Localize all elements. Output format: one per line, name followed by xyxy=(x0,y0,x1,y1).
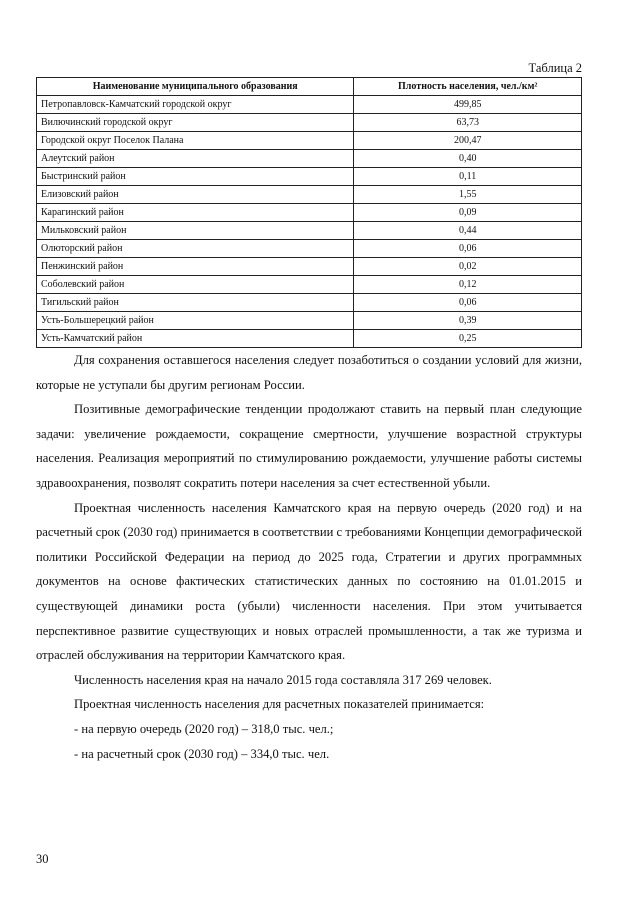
table-row xyxy=(37,132,582,150)
density-cell: 0,40 xyxy=(354,150,582,168)
density-cell: 0,09 xyxy=(354,204,582,222)
density-cell: 0,02 xyxy=(354,258,582,276)
table-row xyxy=(37,330,582,348)
list-item: - на расчетный срок (2030 год) – 334,0 тыс. чел. xyxy=(74,746,330,761)
table-row xyxy=(37,258,582,276)
table-header-row xyxy=(37,78,582,96)
municipality-cell: Городской округ Поселок Палана xyxy=(37,132,354,150)
table-row xyxy=(37,114,582,132)
municipality-cell: Соболевский район xyxy=(37,276,354,294)
municipality-cell: Петропавловск-Камчатский городской округ xyxy=(37,96,354,114)
body-text xyxy=(36,348,582,766)
municipality-cell: Усть-Камчатский район xyxy=(37,330,354,348)
density-table xyxy=(36,77,582,348)
municipality-cell: Усть-Большерецкий район xyxy=(37,312,354,330)
density-cell: 63,73 xyxy=(354,114,582,132)
density-cell: 200,47 xyxy=(354,132,582,150)
table-row xyxy=(37,186,582,204)
paragraph: Проектная численность населения для расчетных показателей принимается: xyxy=(74,697,485,712)
municipality-cell: Елизовский район xyxy=(37,186,354,204)
density-cell: 0,11 xyxy=(354,168,582,186)
municipality-cell: Пенжинский район xyxy=(37,258,354,276)
table-row xyxy=(37,240,582,258)
density-cell: 0,06 xyxy=(354,294,582,312)
table-row xyxy=(37,312,582,330)
column-header-municipality: Наименование муниципального образования xyxy=(37,78,354,96)
density-cell: 0,44 xyxy=(354,222,582,240)
paragraph: Численность населения края на начало 2015 года составляла 317 269 человек. xyxy=(74,672,492,687)
table-row xyxy=(37,222,582,240)
density-cell: 499,85 xyxy=(354,96,582,114)
table-row xyxy=(37,294,582,312)
table-caption: Таблица 2 xyxy=(528,61,582,75)
column-header-density: Плотность населения, чел./км² xyxy=(354,78,582,96)
paragraph: Для сохранения оставшегося населения следует позаботиться о создании условий для жизни, которые не уступали бы другим регионам России. xyxy=(36,353,582,392)
municipality-cell: Олюторский район xyxy=(37,240,354,258)
table-body xyxy=(37,96,582,348)
municipality-cell: Мильковский район xyxy=(37,222,354,240)
paragraph: Проектная численность населения Камчатского края на первую очередь (2020 год) и на расчетный срок (2030 год) принимается в соответствии с требованиями Концепции демографической политики Российской Федерации на период до 2025 года, Стратегии и других программных документов на основе фактических статистических данных по состоянию на 01.01.2015 и существующей динамики роста (убыли) численности населения. При этом учитывается перспективное развитие существующих и новых отраслей промышленности, а так же туризма и отраслей обслуживания на территории Камчатского края. xyxy=(36,500,582,663)
list-item: - на первую очередь (2020 год) – 318,0 тыс. чел.; xyxy=(74,721,334,736)
page-number: 30 xyxy=(36,852,49,866)
municipality-cell: Алеутский район xyxy=(37,150,354,168)
density-cell: 0,25 xyxy=(354,330,582,348)
municipality-cell: Тигильский район xyxy=(37,294,354,312)
density-cell: 0,39 xyxy=(354,312,582,330)
density-cell: 0,06 xyxy=(354,240,582,258)
paragraph: Позитивные демографические тенденции продолжают ставить на первый план следующие задачи: увеличение рождаемости, сокращение смертности, улучшение возрастной структуры населения. Реализация мероприятий по стимулированию рождаемости, улучшение работы системы здравоохранения, позволят сократить потери населения за счет естественной убыли. xyxy=(36,402,582,490)
table-row xyxy=(37,168,582,186)
municipality-cell: Карагинский район xyxy=(37,204,354,222)
density-cell: 0,12 xyxy=(354,276,582,294)
municipality-cell: Быстринский район xyxy=(37,168,354,186)
density-cell: 1,55 xyxy=(354,186,582,204)
table-row xyxy=(37,150,582,168)
municipality-cell: Вилючинский городской округ xyxy=(37,114,354,132)
table-row xyxy=(37,276,582,294)
table-row xyxy=(37,96,582,114)
table-row xyxy=(37,204,582,222)
